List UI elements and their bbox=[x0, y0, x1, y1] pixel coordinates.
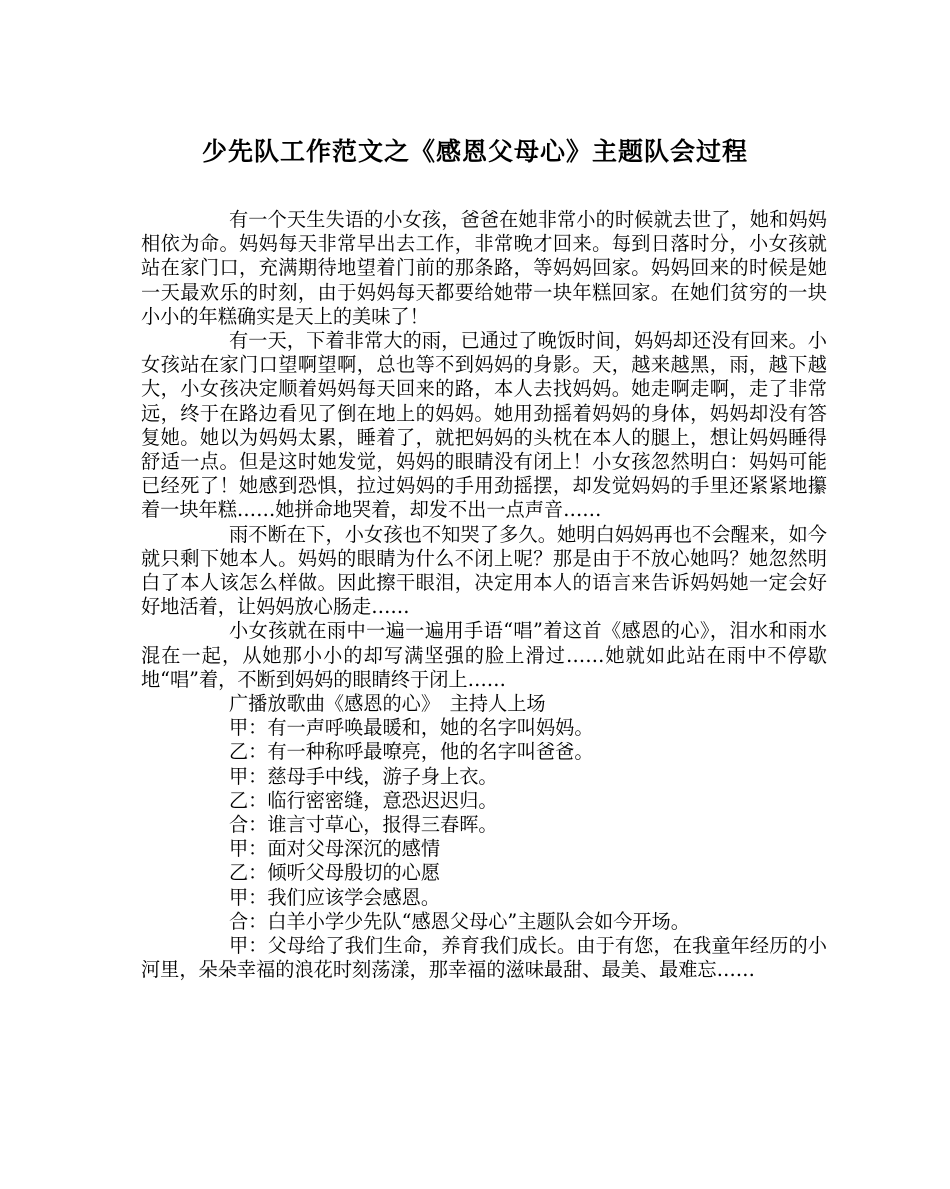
final-paragraph: 甲：父母给了我们生命，养育我们成长。由于有您，在我童年经历的小河里，朵朵幸福的浪花时刻荡漾，那幸福的滋味最甜、最美、最难忘…… bbox=[141, 934, 827, 982]
story-paragraph: 有一个天生失语的小女孩，爸爸在她非常小的时候就去世了，她和妈妈相依为命。妈妈每天非常早出去工作，非常晚才回来。每到日落时分，小女孩就站在家门口，充满期待地望着门前的那条路，等妈妈回家。妈妈回来的时候是她一天最欢乐的时刻，由于妈妈每天都要给她带一块年糕回家。在她们贫穷的一块小小的年糕确实是天上的美味了！ bbox=[141, 208, 827, 328]
dialogue-line: 甲：我们应该学会感恩。 bbox=[229, 885, 441, 909]
story-paragraph: 小女孩就在雨中一遍一遍用手语“唱”着这首《感恩的心》，泪水和雨水混在一起，从她那小小的却写满坚强的脸上滑过……她就如此站在雨中不停歇地“唱”着，不断到妈妈的眼睛终于闭上…… bbox=[141, 619, 827, 691]
dialogue-line: 乙：有一种称呼最嘹亮，他的名字叫爸爸。 bbox=[229, 740, 594, 764]
dialogue-line: 甲：面对父母深沉的感情 bbox=[229, 837, 441, 861]
document-title: 少先队工作范文之《感恩父母心》主题队会过程 bbox=[201, 137, 748, 166]
dialogue-line: 乙：倾听父母殷切的心愿 bbox=[229, 861, 441, 885]
story-paragraph: 有一天，下着非常大的雨，已通过了晚饭时间，妈妈却还没有回来。小女孩站在家门口望啊望啊，总也等不到妈妈的身影。天，越来越黑，雨，越下越大，小女孩决定顺着妈妈每天回来的路，本人去找妈妈。她走啊走啊，走了非常远，终于在路边看见了倒在地上的妈妈。她用劲摇着妈妈的身体，妈妈却没有答复她。她以为妈妈太累，睡着了，就把妈妈的头枕在本人的腿上，想让妈妈睡得舒适一点。但是这时她发觉，妈妈的眼睛没有闭上！小女孩忽然明白：妈妈可能已经死了！她感到恐惧，拉过妈妈的手用劲摇摆，却发觉妈妈的手里还紧紧地攥着一块年糕……她拼命地哭着，却发不出一点声音…… bbox=[141, 329, 827, 522]
dialogue-line: 甲：有一声呼唤最暖和，她的名字叫妈妈。 bbox=[229, 716, 594, 740]
story-paragraph: 雨不断在下，小女孩也不知哭了多久。她明白妈妈再也不会醒来，如今就只剩下她本人。妈妈的眼睛为什么不闭上呢？那是由于不放心她吗？她忽然明白了本人该怎么样做。因此擦干眼泪，决定用本人的语言来告诉妈妈她一定会好好地活着，让妈妈放心肠走…… bbox=[141, 522, 827, 619]
dialogue-line: 甲：慈母手中线，游子身上衣。 bbox=[229, 764, 498, 788]
dialogue-line: 合：谁言寸草心，报得三春晖。 bbox=[229, 813, 498, 837]
dialogue-line: 乙：临行密密缝，意恐迟迟归。 bbox=[229, 788, 498, 812]
stage-direction-line: 广播放歌曲《感恩的心》 主持人上场 bbox=[229, 692, 546, 716]
document-body bbox=[141, 208, 827, 983]
dialogue-line: 合：白羊小学少先队“感恩父母心”主题队会如今开场。 bbox=[229, 909, 690, 933]
